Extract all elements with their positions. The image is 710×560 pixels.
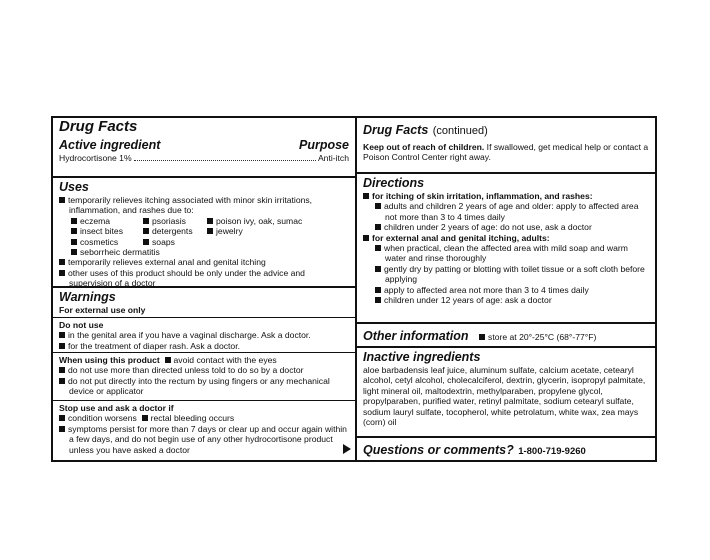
keep-out-text: Keep out of reach of children. If swallowed, get medical help or contact a Poison Control Center right away. [363,142,649,163]
drug-facts-panel [51,116,657,462]
external-use-text: For external use only [59,305,146,315]
continued-title: Drug Facts [363,123,429,137]
warning-item: rectal bleeding occurs [150,413,235,424]
uses-item: other uses of this product should be only under the advice and supervision of a doctor [59,268,349,289]
right-column [357,118,655,460]
drug-facts-title: Drug Facts [59,118,138,135]
bullet-icon [59,197,65,203]
direction-item: gently dry by patting or blotting with toilet tissue or a soft cloth before applying [363,264,649,285]
bullet-icon [363,235,369,241]
when-using-section [53,353,355,401]
bullet-icon [375,203,381,209]
other-information-section [357,324,655,348]
condition-item: psoriasis [143,216,207,226]
continued-section [357,118,655,174]
uses-section [53,178,355,288]
bullet-icon [59,270,65,276]
condition-item: detergents [143,226,207,236]
uses-item: temporarily relieves external anal and genital itching [59,257,349,267]
uses-conditions-grid [59,216,349,258]
purpose-heading: Purpose [298,138,349,152]
warning-item: symptoms persist for more than 7 days or clear up and occur again within a few days, and do not begin use of any other hydrocortisone product unless you have asked a doctor [59,424,349,455]
warning-item: condition worsens [68,413,137,424]
directions-section [357,174,655,324]
bullet-icon [479,334,485,340]
bullet-icon [143,228,149,234]
direction-item: when practical, clean the affected area with mild soap and warm water and rinse thoroughly [363,243,649,264]
do-not-use-section [53,318,355,353]
bullet-icon [375,266,381,272]
inactive-ingredients-text: aloe barbadensis leaf juice, aluminum sulfate, calcium acetate, cetearyl alcohol, cetyl alcohol, cholecalciferol, dextrin, glycerin, isopropyl palmitate, light mineral oil, maltodextrin, methylparaben, propylene glycol, propylparaben, purified water, retinyl palmitate, sodium cetearyl sulfate, sodium lauryl sulfate, tocopherol, white petrolatum, white wax, zea mays (corn) oil [363,365,646,428]
active-ingredient-section [53,118,355,178]
bullet-icon [143,239,149,245]
bullet-icon [375,245,381,251]
warning-item: avoid contact with the eyes [173,355,277,365]
condition-item: soaps [143,237,207,247]
warning-item: for the treatment of diaper rash. Ask a doctor. [59,341,349,351]
warning-item: do not put directly into the rectum by using fingers or any mechanical device or applicator [59,376,349,397]
active-ingredient-heading: Active ingredient [59,138,161,152]
condition-item: poison ivy, oak, sumac [207,216,317,226]
condition-item: eczema [71,216,143,226]
uses-item: temporarily relieves itching associated with minor skin irritations, inflammation, and rashes due to: [59,195,349,216]
direction-item: children under 2 years of age: do not use, ask a doctor [363,222,649,232]
bullet-icon [142,415,148,421]
bullet-icon [71,239,77,245]
bullet-icon [71,249,77,255]
condition-item: jewelry [207,226,317,236]
inactive-ingredients-section [357,348,655,438]
direction-item: apply to affected area not more than 3 to 4 times daily [363,285,649,295]
left-column [53,118,357,460]
bullet-icon [59,415,65,421]
stop-use-section [53,401,355,457]
directions-heading: Directions [363,176,425,190]
condition-item: seborrheic dermatitis [71,247,207,257]
bullet-icon [375,287,381,293]
bullet-icon [71,218,77,224]
bullet-icon [59,259,65,265]
bullet-icon [59,343,65,349]
bullet-icon [59,426,65,432]
warnings-header [53,288,355,318]
phone-number: 1-800-719-9260 [518,446,586,457]
questions-section [357,438,655,461]
when-using-label: When using this product [59,355,160,365]
other-information-heading: Other information [363,329,469,343]
warning-item: do not use more than directed unless told to do so by a doctor [59,365,349,375]
bullet-icon [71,228,77,234]
condition-item: cosmetics [71,237,143,247]
bullet-icon [59,378,65,384]
condition-item: insect bites [71,226,143,236]
active-ingredient-value: Hydrocortisone 1% [59,153,132,163]
warning-item: in the genital area if you have a vaginal discharge. Ask a doctor. [59,330,349,340]
directions-group: for external anal and genital itching, adults: [363,233,649,243]
purpose-value: Anti-itch [317,153,349,163]
leader-dots [134,160,316,161]
continued-suffix: (continued) [432,125,488,137]
uses-heading: Uses [59,180,89,194]
warnings-heading: Warnings [59,290,116,304]
stop-use-label: Stop use and ask a doctor if [59,403,174,413]
bullet-icon [143,218,149,224]
continue-arrow-icon [343,444,351,454]
do-not-use-label: Do not use [59,320,104,330]
bullet-icon [207,218,213,224]
directions-group: for itching of skin irritation, inflammation, and rashes: [363,191,649,201]
bullet-icon [375,224,381,230]
bullet-icon [59,332,65,338]
other-information-text: store at 20°-25°C (68°-77°F) [488,332,597,342]
direction-item: adults and children 2 years of age and older: apply to affected area not more than 3 to 4 times daily [363,201,649,222]
bullet-icon [207,228,213,234]
bullet-icon [59,367,65,373]
bullet-icon [165,357,171,363]
questions-heading: Questions or comments? [363,443,514,457]
direction-item: children under 12 years of age: ask a doctor [363,295,649,305]
inactive-ingredients-heading: Inactive ingredients [363,350,481,364]
bullet-icon [363,193,369,199]
bullet-icon [375,297,381,303]
